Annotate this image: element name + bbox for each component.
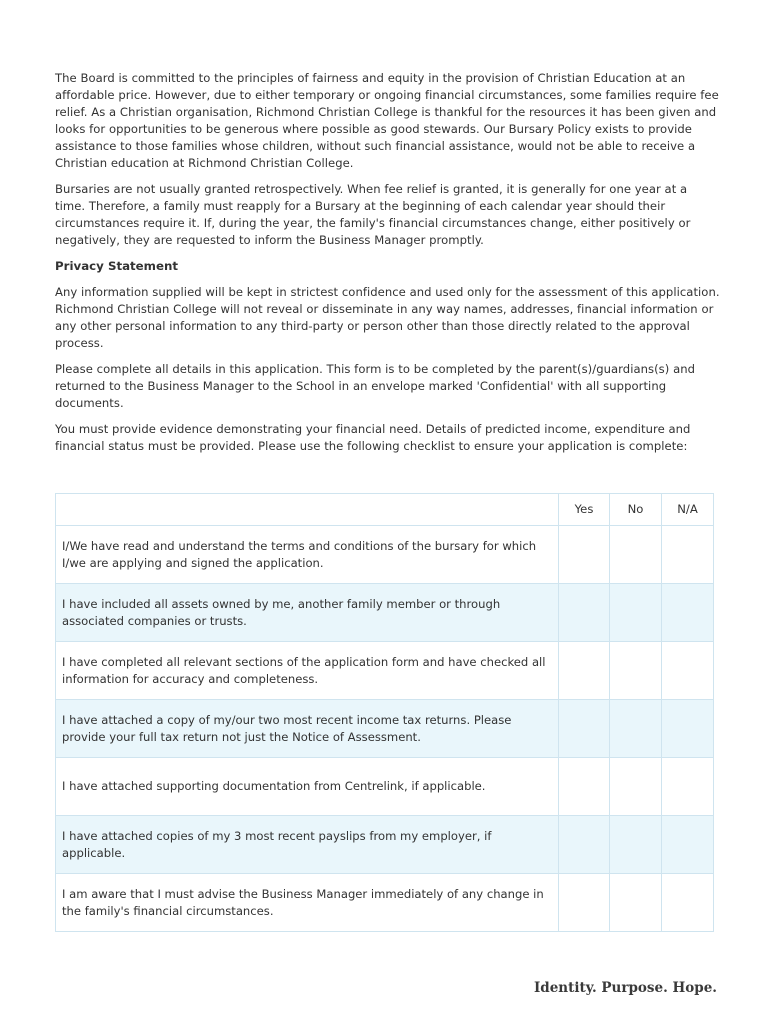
checkbox-na[interactable] xyxy=(662,758,714,816)
checkbox-no[interactable] xyxy=(610,758,662,816)
intro-text xyxy=(55,70,720,464)
paragraph-evidence: You must provide evidence demonstrating your financial need. Details of predicted income, expenditure and financial status must be provided. Please use the following checklist to ensure your application is complete: xyxy=(55,422,691,453)
checkbox-na[interactable] xyxy=(662,700,714,758)
paragraph-board-commitment: The Board is committed to the principles of fairness and equity in the provision of Christian Education at an affordable price. However, due to either temporary or ongoing financial circumstances, some families require fee relief. As a Christian organisation, Richmond Christian College is thankful for the resources it has been given and looks for opportunities to be generous where possible as good stewards. Our Bursary Policy exists to provide assistance to those families whose children, without such financial assistance, would not be able to receive a Christian education at Richmond Christian College. xyxy=(55,71,719,170)
checklist-row xyxy=(56,584,714,642)
checkbox-yes[interactable] xyxy=(559,816,610,874)
checkbox-no[interactable] xyxy=(610,642,662,700)
checkbox-no[interactable] xyxy=(610,816,662,874)
checkbox-yes[interactable] xyxy=(559,526,610,584)
checklist-header-blank xyxy=(56,494,559,526)
paragraph-instructions: Please complete all details in this application. This form is to be completed by the parent(s)/guardians(s) and returned to the Business Manager to the School in an envelope marked 'Confidential' with all supporting documents. xyxy=(55,362,696,410)
checkbox-no[interactable] xyxy=(610,874,662,932)
checkbox-na[interactable] xyxy=(662,816,714,874)
checkbox-no[interactable] xyxy=(610,700,662,758)
checkbox-na[interactable] xyxy=(662,874,714,932)
checklist-row xyxy=(56,642,714,700)
checklist-statement: I have completed all relevant sections of the application form and have checked all information for accuracy and completeness. xyxy=(56,642,559,700)
checklist-statement: I have included all assets owned by me, another family member or through associated companies or trusts. xyxy=(56,584,559,642)
column-header-na: N/A xyxy=(662,494,714,526)
checkbox-na[interactable] xyxy=(662,642,714,700)
checkbox-na[interactable] xyxy=(662,526,714,584)
checklist-header-row xyxy=(56,494,714,526)
checkbox-yes[interactable] xyxy=(559,758,610,816)
checklist-statement: I have attached a copy of my/our two most recent income tax returns. Please provide your full tax return not just the Notice of Assessment. xyxy=(56,700,559,758)
checklist-row xyxy=(56,816,714,874)
checklist-statement: I/We have read and understand the terms and conditions of the bursary for which I/we are applying and signed the application. xyxy=(56,526,559,584)
checkbox-na[interactable] xyxy=(662,584,714,642)
checklist-row xyxy=(56,874,714,932)
checklist-row xyxy=(56,700,714,758)
checklist-statement: I am aware that I must advise the Business Manager immediately of any change in the family's financial circumstances. xyxy=(56,874,559,932)
column-header-no: No xyxy=(610,494,662,526)
checkbox-yes[interactable] xyxy=(559,700,610,758)
checklist-row xyxy=(56,758,714,816)
checklist-statement: I have attached copies of my 3 most recent payslips from my employer, if applicable. xyxy=(56,816,559,874)
checklist-table xyxy=(55,493,714,932)
checkbox-yes[interactable] xyxy=(559,584,610,642)
privacy-heading: Privacy Statement xyxy=(55,259,179,273)
checklist-row xyxy=(56,526,714,584)
checkbox-no[interactable] xyxy=(610,584,662,642)
checkbox-yes[interactable] xyxy=(559,874,610,932)
paragraph-privacy: Any information supplied will be kept in strictest confidence and used only for the assessment of this application. Richmond Christian College will not reveal or disseminate in any way names, addresses, financial information or any other personal information to any third-party or person other than those directly related to the approval process. xyxy=(55,285,720,350)
checkbox-no[interactable] xyxy=(610,526,662,584)
checklist-statement: I have attached supporting documentation from Centrelink, if applicable. xyxy=(56,758,559,816)
checkbox-yes[interactable] xyxy=(559,642,610,700)
paragraph-bursary-terms: Bursaries are not usually granted retrospectively. When fee relief is granted, it is generally for one year at a time. Therefore, a family must reapply for a Bursary at the beginning of each calendar year should their circumstances require it. If, during the year, the family's financial circumstances change, either positively or negatively, they are requested to inform the Business Manager promptly. xyxy=(55,182,691,247)
column-header-yes: Yes xyxy=(559,494,610,526)
footer-tagline: Identity. Purpose. Hope. xyxy=(533,980,717,996)
